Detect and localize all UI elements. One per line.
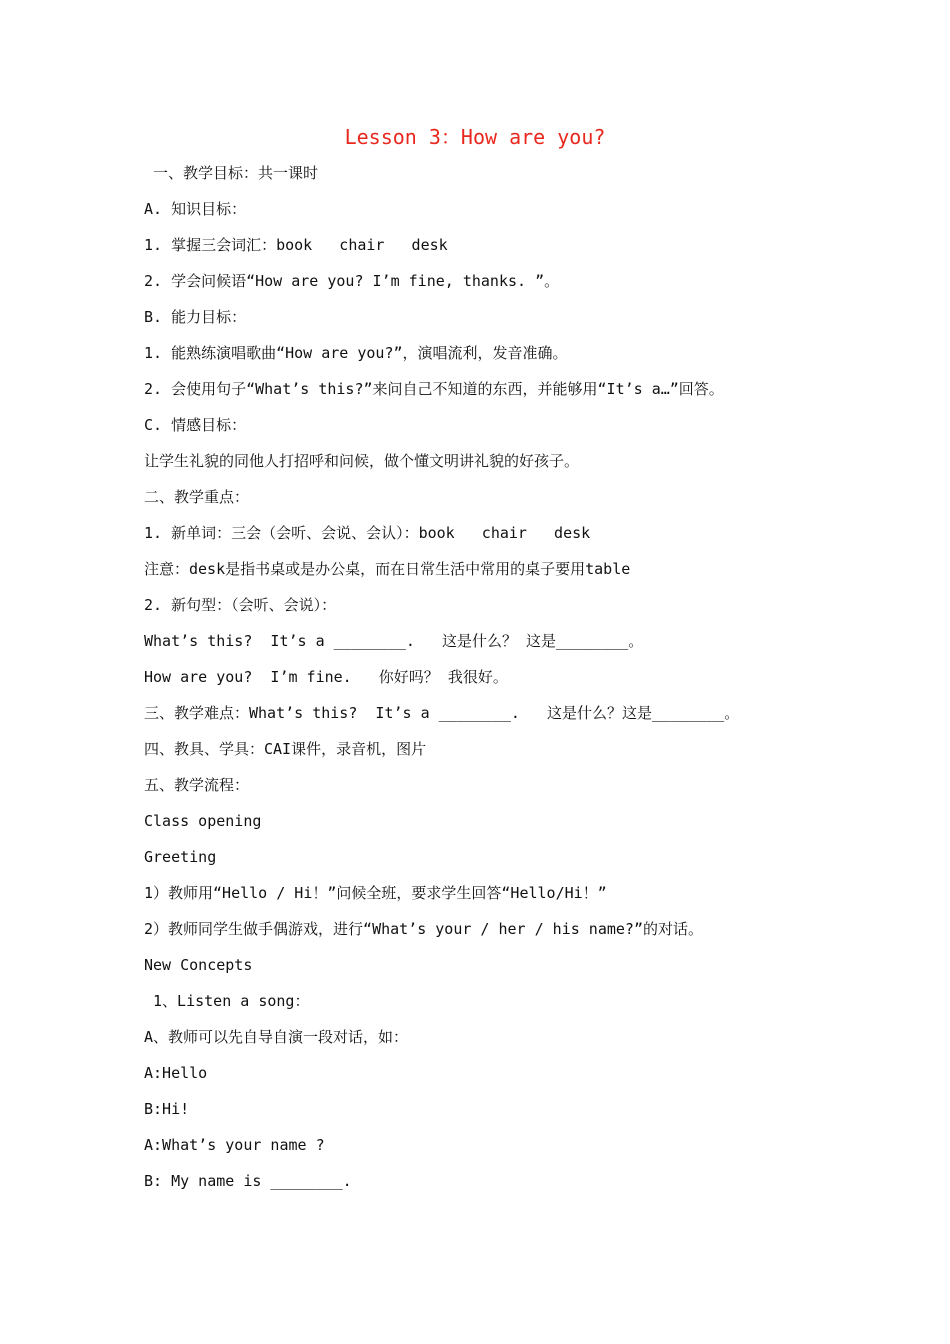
text-line: 让学生礼貌的同他人打招呼和问候，做个懂文明讲礼貌的好孩子。: [144, 452, 580, 470]
page-title: Lesson 3：How are you?: [344, 125, 606, 149]
section-heading-objectives: 一、教学目标：共一课时: [144, 164, 319, 182]
section-heading-key-points: 二、教学重点：: [144, 488, 250, 506]
subheading-ability: B. 能力目标：: [144, 308, 247, 326]
section-heading-procedure: 五、教学流程：: [144, 776, 250, 794]
dialogue-line: B:Hi!: [144, 1100, 190, 1118]
text-line: 2. 学会问候语“How are you? I’m fine, thanks. ”。: [144, 272, 560, 290]
text-line: 1. 掌握三会词汇：book chair desk: [144, 236, 448, 254]
text-line: New Concepts: [144, 956, 253, 974]
document-body: [144, 158, 844, 1202]
subheading-knowledge: A. 知识目标：: [144, 200, 247, 218]
text-line: 2. 会使用句子“What’s this?”来问自己不知道的东西，并能够用“It’s a…”回答。: [144, 380, 724, 398]
text-line: How are you? I’m fine. 你好吗？ 我很好。: [144, 668, 508, 686]
text-line: 2）教师同学生做手偶游戏，进行“What’s your / her / his name?”的对话。: [144, 920, 703, 938]
text-line: 1. 能熟练演唱歌曲“How are you?”，演唱流利，发音准确。: [144, 344, 568, 362]
text-line: 1. 新单词：三会（会听、会说、会认）：book chair desk: [144, 524, 591, 542]
dialogue-line: A:What’s your name ?: [144, 1136, 325, 1154]
text-line: 注意：desk是指书桌或是办公桌，而在日常生活中常用的桌子要用table: [144, 560, 631, 578]
subheading-emotion: C. 情感目标：: [144, 416, 247, 434]
text-line: Greeting: [144, 848, 217, 866]
text-line: 2. 新句型：（会听、会说）：: [144, 596, 337, 614]
text-line: A、教师可以先自导自演一段对话，如：: [144, 1028, 409, 1046]
dialogue-line: A:Hello: [144, 1064, 208, 1082]
text-line: Class opening: [144, 812, 262, 830]
section-heading-materials: 四、教具、学具：CAI课件，录音机，图片: [144, 740, 427, 758]
text-line: 1、Listen a song：: [144, 992, 310, 1010]
text-line: What’s this? It’s a ________. 这是什么？ 这是________。: [144, 632, 644, 650]
section-heading-difficulties: 三、教学难点：What’s this? It’s a ________. 这是什么？这是________。: [144, 704, 740, 722]
dialogue-line: B: My name is ________.: [144, 1172, 352, 1190]
text-line: 1）教师用“Hello / Hi！”问候全班，要求学生回答“Hello/Hi！”: [144, 884, 607, 902]
